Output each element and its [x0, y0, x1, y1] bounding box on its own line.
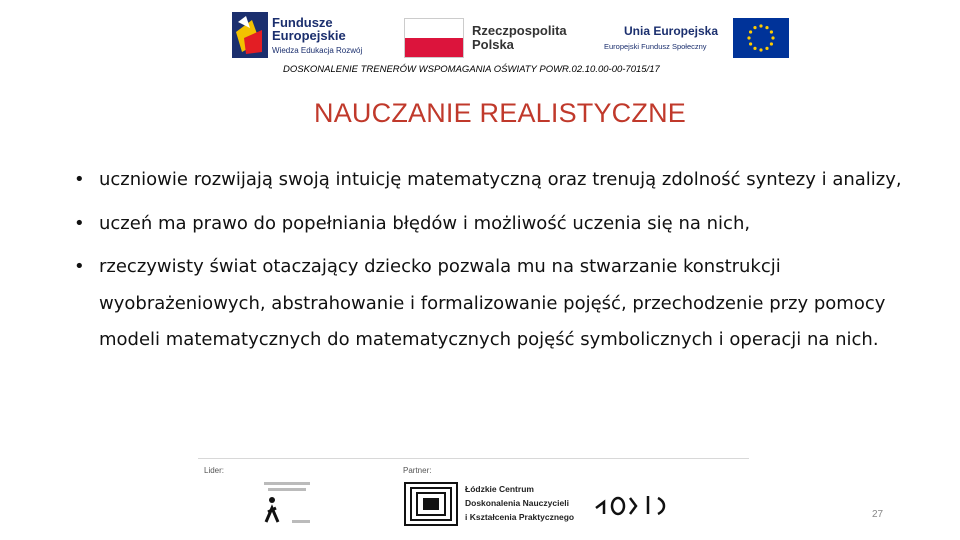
bullet-text: rzeczywisty świat otaczający dziecko pozwala mu na stwarzanie konstrukcji wyobrażeniowych, abstrahowanie i formalizowanie pojęść, przechodzenie przy pomocy modeli matematycznych do matematycznych pojęść symbolicznych i operacji na nich. [99, 256, 886, 350]
rp-logo-line2: Polska [472, 37, 514, 52]
project-code: DOSKONALENIE TRENERÓW WSPOMAGANIA OŚWIATY POWR.02.10.00-00-7015/17 [283, 64, 660, 75]
unia-europejska-logo [600, 18, 795, 60]
rzeczpospolita-polska-logo [404, 18, 574, 58]
lider-label: Lider: [204, 466, 225, 475]
bullet-item [72, 249, 902, 359]
partner-name [465, 482, 574, 524]
logo-bar [0, 0, 960, 65]
ue-logo-subtitle: Europejski Fundusz Społeczny [604, 42, 707, 51]
bullet-dot: • [74, 212, 85, 234]
bullet-item [72, 162, 902, 199]
bullet-dot: • [74, 169, 85, 190]
bullet-item [72, 206, 902, 243]
ue-logo-title: Unia Europejska [624, 24, 719, 38]
rp-logo-line1: Rzeczpospolita [472, 23, 567, 38]
fe-logo-line1: Fundusze [272, 15, 333, 30]
fe-logo-subtitle: Wiedza Edukacja Rozwój [272, 46, 363, 55]
partner-name-line1: Łódzkie Centrum [465, 484, 534, 494]
fundusze-europejskie-logo [232, 12, 382, 58]
bullet-text: uczeń ma prawo do popełniania błędów i możliwość uczenia się na nich, [99, 212, 751, 234]
partner-name-line2: Doskonalenia Nauczycieli [465, 498, 569, 508]
ldnikp-logo-icon [404, 482, 458, 526]
bullet-list [72, 162, 902, 366]
eu-flag-icon [733, 18, 789, 58]
fundusze-europejskie-icon [232, 12, 268, 58]
footer-divider [198, 458, 749, 459]
bullet-text: uczniowie rozwijają swoją intuicję matematyczną oraz trenują zdolność syntezy i analizy, [99, 169, 902, 190]
lider-logo [256, 478, 318, 528]
polish-flag-icon [404, 18, 464, 58]
page-number: 27 [872, 509, 884, 520]
fe-logo-line2: Europejskie [272, 28, 346, 43]
bullet-dot: • [74, 256, 85, 277]
lodz-logo [592, 488, 672, 518]
partner-name-line3: i Kształcenia Praktycznego [465, 512, 575, 522]
slide-title: NAUCZANIE REALISTYCZNE [314, 98, 686, 128]
partner-label: Partner: [403, 466, 432, 475]
